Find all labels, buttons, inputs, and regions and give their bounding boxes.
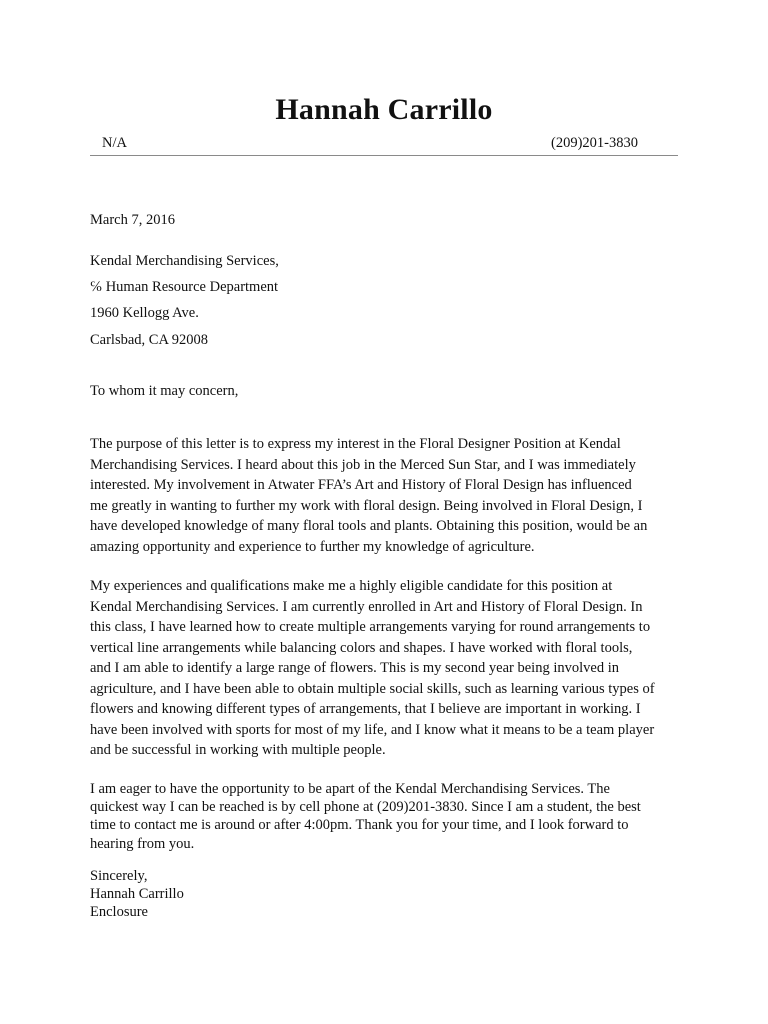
paragraph-line: me greatly in wanting to further my work with floral design. Being involved in Floral Design, I <box>90 497 643 514</box>
recipient-company: Kendal Merchandising Services, <box>90 253 279 269</box>
paragraph-line: have developed knowledge of many floral tools and plants. Obtaining this position, would be an <box>90 518 648 534</box>
paragraph-line: and I am able to identify a large range of flowers. This is my second year being involved in <box>90 660 619 676</box>
salutation: To whom it may concern, <box>90 383 239 399</box>
paragraph-line: this class, I have learned how to create multiple arrangements varying for round arrangements to <box>90 619 651 635</box>
paragraph-line: I am eager to have the opportunity to be apart of the Kendal Merchandising Services. The <box>90 781 610 797</box>
enclosure-note: Enclosure <box>90 904 148 921</box>
paragraph-line: vertical line arrangements while balancing colors and shapes. I have worked with floral tools, <box>90 639 633 656</box>
paragraph-3 <box>90 780 690 853</box>
paragraph-line: flowers and knowing different types of arrangements, that I believe are important in working. I <box>90 701 641 717</box>
sender-name: Hannah Carrillo <box>275 93 493 126</box>
recipient-department: ℅ Human Resource Department <box>90 279 279 295</box>
paragraph-line: hearing from you. <box>90 835 195 852</box>
signature-name: Hannah Carrillo <box>90 886 184 903</box>
sender-phone: (209)201-3830 <box>551 135 638 151</box>
recipient-street: 1960 Kellogg Ave. <box>90 305 199 321</box>
paragraph-line: amazing opportunity and experience to further my knowledge of agriculture. <box>90 538 535 555</box>
paragraph-1 <box>90 434 690 557</box>
letter-date: March 7, 2016 <box>90 212 175 228</box>
paragraph-line: interested. My involvement in Atwater FFA’s Art and History of Floral Design has influenced <box>90 477 632 493</box>
closing: Sincerely, <box>90 868 148 884</box>
contact-row <box>90 134 678 156</box>
recipient-city: Carlsbad, CA 92008 <box>90 332 209 348</box>
sender-address: N/A <box>102 135 127 151</box>
paragraph-line: time to contact me is around or after 4:00pm. Thank you for your time, and I look forward to <box>90 817 629 834</box>
paragraph-line: agriculture, and I have been able to obtain multiple social skills, such as learning various types of <box>90 680 655 697</box>
paragraph-line: The purpose of this letter is to express my interest in the Floral Designer Position at Kendal <box>90 436 621 452</box>
paragraph-line: Kendal Merchandising Services. I am currently enrolled in Art and History of Floral Design. In <box>90 598 643 615</box>
paragraph-line: Merchandising Services. I heard about this job in the Merced Sun Star, and I was immediately <box>90 456 636 473</box>
closing-block <box>90 867 690 922</box>
paragraph-line: My experiences and qualifications make me a highly eligible candidate for this position at <box>90 578 613 594</box>
paragraph-line: have been involved with sports for most of my life, and I know what it means to be a team player <box>90 721 655 738</box>
paragraph-line: and be successful in working with multiple people. <box>90 742 386 758</box>
paragraph-line: quickest way I can be reached is by cell phone at (209)201-3830. Since I am a student, the best <box>90 799 641 816</box>
paragraph-2 <box>90 576 690 761</box>
